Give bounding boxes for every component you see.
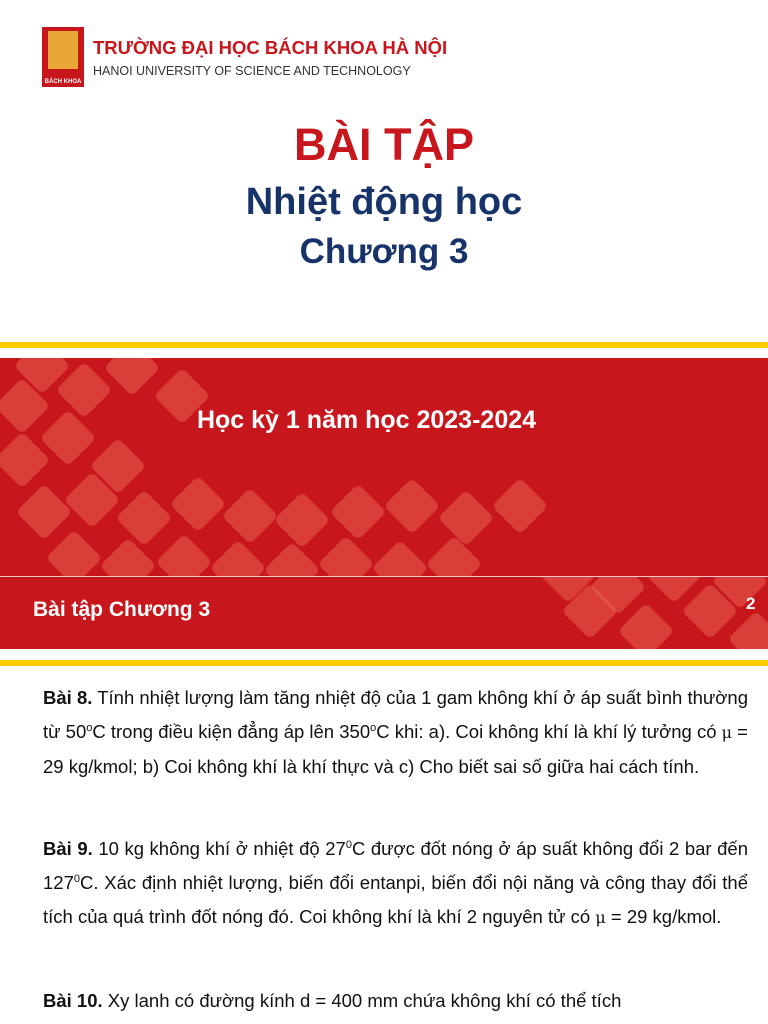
pattern-diamond — [384, 478, 441, 535]
slide2-title: Bài tập Chương 3 — [33, 598, 211, 621]
gold-divider — [0, 342, 768, 348]
pattern-diamond — [104, 358, 161, 396]
pattern-diamond — [156, 534, 213, 576]
pattern-diamond — [618, 603, 675, 649]
pattern-diamond — [264, 542, 321, 576]
logo-emblem — [48, 31, 78, 69]
cover-chapter: Chương 3 — [299, 232, 469, 271]
exercise-text: C. Xác định nhiệt lượng, biến đổi entanpi, biến đổi nội năng và công thay đổi thể tích của quá trình đốt nóng đó. Coi không khí là khí 2 nguyên tử có — [43, 872, 748, 927]
superscript: o — [86, 721, 93, 734]
exercise-9 — [43, 832, 748, 935]
pattern-diamond — [492, 478, 549, 535]
pattern-diamond — [222, 488, 279, 545]
exercise-label: Bài 8. — [43, 687, 93, 708]
cover-subject: Nhiệt động học — [245, 181, 523, 223]
exercise-text: 10 kg không khí ở nhiệt độ 27 — [92, 838, 346, 859]
exercise-label: Bài 9. — [43, 838, 93, 859]
page-number: 2 — [746, 594, 756, 613]
pattern-diamond — [100, 538, 157, 576]
superscript: 0 — [345, 838, 352, 851]
superscript: 0 — [73, 872, 80, 885]
pattern-diamond — [728, 611, 768, 649]
exercise-10 — [43, 984, 748, 1018]
exercise-text: C trong điều kiện đẳng áp lên 350 — [92, 721, 371, 742]
pattern-diamond — [318, 536, 375, 576]
university-name-vi: TRƯỜNG ĐẠI HỌC BÁCH KHOA HÀ NỘI — [93, 37, 448, 58]
pattern-diamond — [372, 540, 429, 576]
exercise-text: Xy lanh có đường kính d = 400 mm chứa không khí có thể tích — [102, 990, 622, 1011]
pattern-diamond — [210, 540, 267, 576]
mu-symbol: μ — [721, 723, 733, 742]
pattern-diamond — [170, 476, 227, 533]
pattern-diamond — [274, 492, 331, 549]
exercise-text: = 29 kg/kmol; b) Coi không khí là khí thực và c) Cho biết sai số giữa hai cách tính. — [43, 721, 748, 777]
mu-symbol: μ — [595, 908, 606, 927]
gold-divider — [0, 660, 768, 666]
pattern-diamond — [330, 484, 387, 541]
cover-slide — [0, 0, 768, 342]
pattern-diamond — [46, 530, 103, 576]
pattern-diamond — [438, 490, 495, 547]
logo-text: BÁCH KHOA — [44, 79, 82, 85]
pattern-diamond — [116, 490, 173, 547]
exercise-text: C được đốt nóng ở áp suất không đổi 2 bar đến 127 — [43, 838, 748, 893]
cover-banner — [0, 358, 768, 576]
exercise-8 — [43, 681, 748, 784]
pattern-diamond — [16, 484, 73, 541]
exercise-label: Bài 10. — [43, 990, 103, 1011]
exercise-text: Tính nhiệt lượng làm tăng nhiệt độ của 1 gam không khí ở áp suất bình thường từ 50 — [43, 687, 749, 742]
exercise-text: = 29 kg/kmol. — [605, 906, 722, 927]
university-name-en: HANOI UNIVERSITY OF SCIENCE AND TECHNOLOGY — [93, 64, 411, 78]
cover-title: BÀI TẬP — [294, 119, 474, 170]
school-term: Học kỳ 1 năm học 2023-2024 — [196, 406, 537, 434]
superscript: o — [370, 721, 377, 734]
university-logo — [42, 27, 84, 87]
pattern-diamond — [426, 536, 483, 576]
exercise-text: C khi: a). Coi không khí là khí lý tưởng có — [376, 721, 722, 742]
